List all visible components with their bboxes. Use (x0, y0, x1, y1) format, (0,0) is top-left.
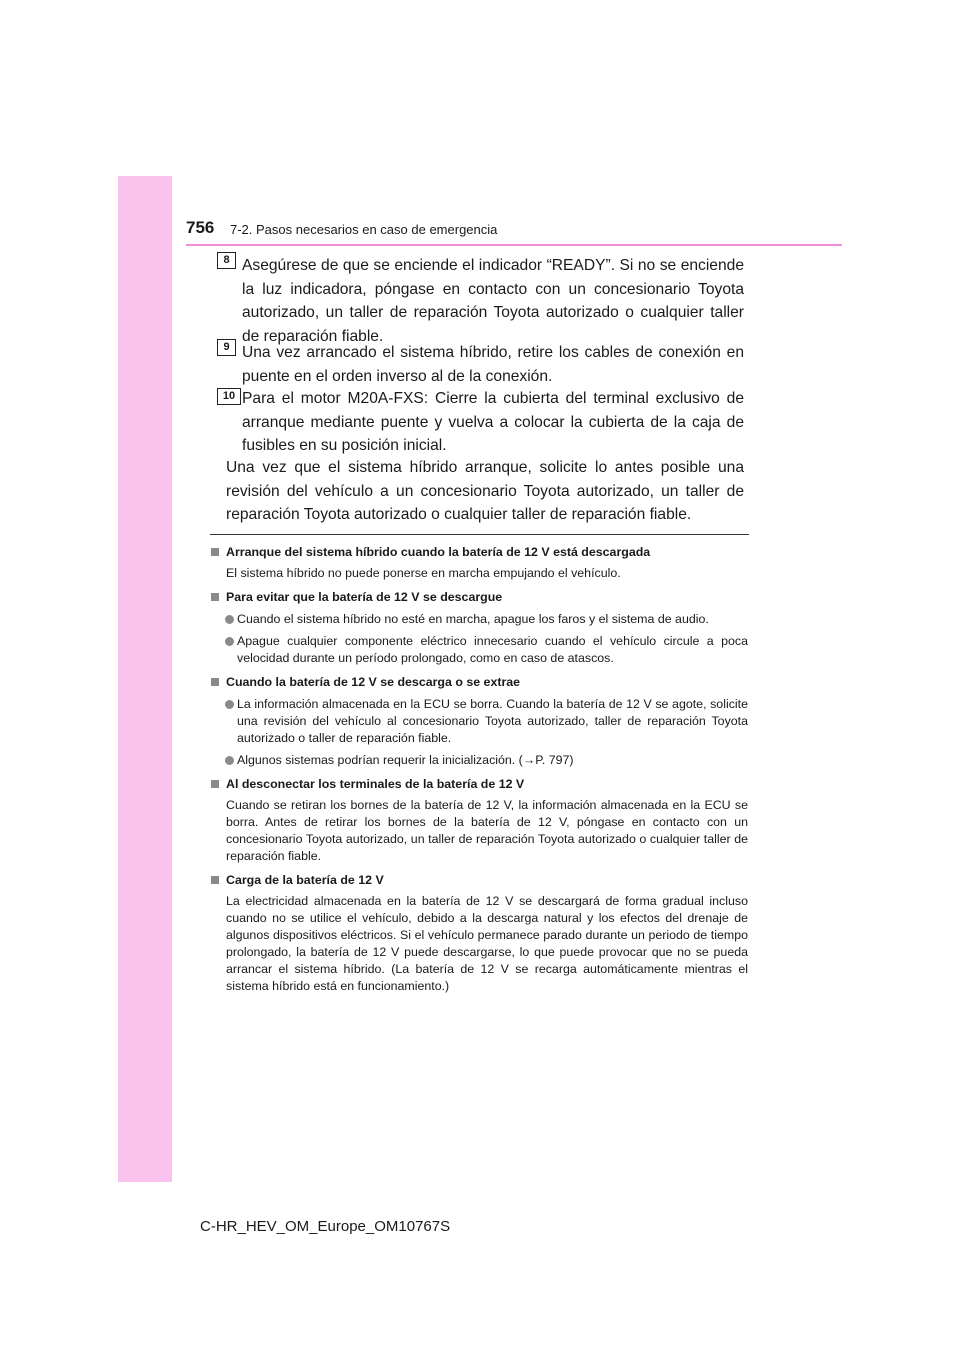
note-heading-text: Para evitar que la batería de 12 V se descargue (226, 590, 503, 604)
note-heading (210, 589, 748, 606)
square-bullet-icon (211, 876, 219, 884)
note-heading-text: Arranque del sistema híbrido cuando la batería de 12 V está descargada (226, 545, 651, 559)
note-heading-text: Cuando la batería de 12 V se descarga o se extrae (226, 675, 521, 689)
section-title: 7-2. Pasos necesarios en caso de emergencia (230, 222, 498, 237)
side-color-band (118, 176, 172, 1182)
note-bullet-text: Algunos sistemas podrían requerir la inicialización. (→P. 797) (237, 753, 574, 767)
square-bullet-icon (211, 548, 219, 556)
note-text: La electricidad almacenada en la batería de 12 V se descargará de forma gradual incluso cuando no se utilice el vehículo, debido a la descarga natural y los efectos del drenaje de algunos dispositivos eléctricos. Si el vehículo permanece parado durante un periodo de tiempo prolongado, la batería de 12 V puede descargarse, lo que puede provocar que no se pueda arrancar el sistema híbrido. (La batería de 12 V se recarga automáticamente mientras el sistema híbrido está en funcionamiento.) (226, 894, 748, 993)
footer-document-id: C-HR_HEV_OM_Europe_OM10767S (200, 1218, 451, 1235)
step-number-badge: 9 (217, 339, 236, 356)
note-bullet (210, 752, 748, 769)
step-text: Una vez arrancado el sistema híbrido, retire los cables de conexión en puente en el orden inverso al de la conexión. (242, 344, 744, 385)
page-number: 756 (186, 218, 215, 237)
step-text: Para el motor M20A-FXS: Cierre la cubierta del terminal exclusivo de arranque mediante puente y vuelva a colocar la cubierta de la caja de fusibles en su posición inicial. (242, 390, 744, 454)
note-text: El sistema híbrido no puede ponerse en marcha empujando el vehículo. (226, 566, 621, 580)
section-divider (210, 534, 749, 535)
square-bullet-icon (211, 780, 219, 788)
circle-bullet-icon (225, 756, 234, 765)
header-rule (186, 244, 842, 246)
note-bullet-text: Apague cualquier componente eléctrico innecesario cuando el vehículo circule a poca velocidad durante un período prolongado, como en caso de atascos. (237, 634, 748, 665)
circle-bullet-icon (225, 700, 234, 709)
step-number-badge: 10 (217, 388, 241, 405)
note-heading (210, 674, 748, 691)
closing-paragraph: Una vez que el sistema híbrido arranque, solicite lo antes posible una revisión del vehículo a un concesionario Toyota autorizado, un taller de reparación Toyota autorizado o cualquier taller de reparación fiable. (226, 459, 744, 523)
note-bullet (210, 611, 748, 628)
square-bullet-icon (211, 593, 219, 601)
note-heading-text: Carga de la batería de 12 V (226, 873, 384, 887)
square-bullet-icon (211, 678, 219, 686)
note-bullet (210, 696, 748, 747)
circle-bullet-icon (225, 615, 234, 624)
note-heading-text: Al desconectar los terminales de la batería de 12 V (226, 777, 525, 791)
step-text: Asegúrese de que se enciende el indicador “READY”. Si no se enciende la luz indicadora, póngase en contacto con un concesionario Toyota autorizado, un taller de reparación Toyota autorizado o cualquier taller de reparación fiable. (242, 257, 744, 345)
note-heading (210, 872, 748, 889)
circle-bullet-icon (225, 637, 234, 646)
note-bullet-text: La información almacenada en la ECU se borra. Cuando la batería de 12 V se agote, solicite una revisión del vehículo al concesionario Toyota autorizado, taller de reparación Toyota autorizado o taller de reparación fiable. (237, 697, 748, 745)
note-heading (210, 544, 748, 561)
notes-section (210, 544, 748, 995)
note-bullet-text: Cuando el sistema híbrido no esté en marcha, apague los faros y el sistema de audio. (237, 612, 709, 626)
note-heading (210, 776, 748, 793)
note-bullet (210, 633, 748, 667)
step-number-badge: 8 (217, 252, 236, 269)
page-header (186, 214, 842, 246)
note-text: Cuando se retiran los bornes de la batería de 12 V, la información almacenada en la ECU se borra. Antes de retirar los bornes de la batería de 12 V, póngase en contacto con un concesionario Toyota autorizado, un taller de reparación Toyota autorizado o cualquier taller de reparación fiable. (226, 798, 748, 863)
